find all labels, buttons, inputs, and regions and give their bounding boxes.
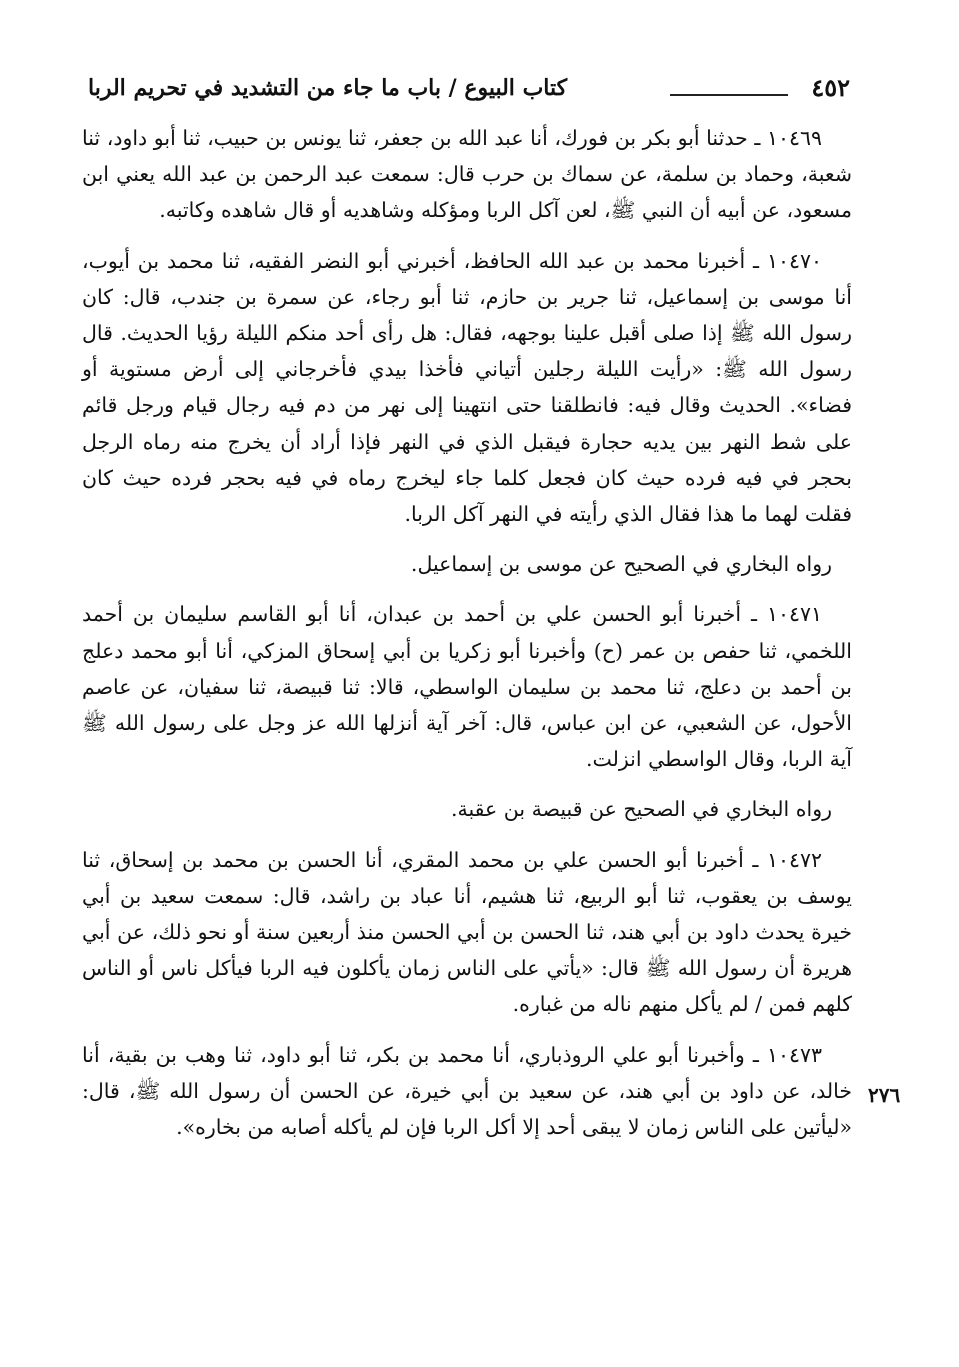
header-title: كتاب البيوع / باب ما جاء من التشديد في تحريم الربا [88, 75, 568, 101]
hadith-10472: ١٠٤٧٢ ـ أخبرنا أبو الحسن علي بن محمد المقري، أنا الحسن بن محمد بن إسحاق، ثنا يوسف بن يعقوب، ثنا أبو الربيع، ثنا هشيم، أنا عباد بن راشد، قال: سمعت سعيد بن أبي خيرة يحدث داود بن أبي هند، ثنا الحسن بن أبي الحسن منذ أربعين سنة أو نحو ذلك، عن أبي هريرة أن رسول الله ﷺ قال: «يأتي على الناس زمان يأكلون فيه الربا فيأكل ناس أو الناس كلهم فمن / لم يأكل منهم ناله من غباره. [82, 847, 852, 1017]
reference-bukhari-musa: رواه البخاري في الصحيح عن موسى بن إسماعيل. [410, 552, 832, 577]
running-header [88, 70, 850, 106]
hadith-10469: ١٠٤٦٩ ـ حدثنا أبو بكر بن فورك، أنا عبد الله بن جعفر، ثنا يونس بن حبيب، ثنا أبو داود، ثنا شعبة، وحماد بن سلمة، عن سماك بن حرب قال: سمعت عبد الرحمن بن عبد الله يعني ابن مسعود، عن أبيه أن النبي ﷺ، لعن آكل الربا ومؤكله وشاهديه أو قال شاهده وكاتبه. [82, 126, 852, 223]
reference-bukhari-qabisa: رواه البخاري في الصحيح عن قبيصة بن عقبة. [450, 797, 832, 822]
hadith-10470: ١٠٤٧٠ ـ أخبرنا محمد بن عبد الله الحافظ، أخبرني أبو النضر الفقيه، ثنا محمد بن أيوب، أنا موسى بن إسماعيل، ثنا جرير بن حازم، ثنا أبو رجاء، عن سمرة بن جندب، قال: كان رسول الله ﷺ إذا صلى أقبل علينا بوجهه، فقال: هل رأى أحد منكم الليلة رؤيا الحديث. قال رسول الله ﷺ: «رأيت الليلة رجلين أتياني فأخذا بيدي فأخرجاني إلى أرض مستوية أو فضاء». الحديث وقال فيه: فانطلقنا حتى انتهينا إلى نهر من دم فيه رجال قيام ورجل قائم على شط النهر بين يديه حجارة فيقبل الذي في النهر فإذا أراد أن يخرج منه رماه الرجل بحجر في فيه فرده حيث كان فجعل كلما جاء ليخرج رماه في فيه بحجر فرده حيث كان فقلت لهما ما هذا فقال الذي رأيته في النهر آكل الربا. [82, 248, 852, 527]
body-text [82, 120, 852, 1159]
margin-page-marker: ٢٧٦ [868, 1083, 901, 1107]
hadith-10473: ١٠٤٧٣ ـ وأخبرنا أبو علي الروذباري، أنا محمد بن بكر، ثنا أبو داود، ثنا وهب بن بقية، أنا خالد، عن داود بن أبي هند، عن سعيد بن أبي خيرة، عن الحسن أن رسول الله ﷺ، قال: «ليأتين على الناس زمان لا يبقى أحد إلا أكل الربا فإن لم يأكله أصابه من بخاره». [82, 1042, 852, 1140]
header-rule [670, 94, 788, 96]
hadith-10471: ١٠٤٧١ ـ أخبرنا أبو الحسن علي بن أحمد بن عبدان، أنا أبو القاسم سليمان بن أحمد اللخمي، ثنا حفص بن عمر (ح) وأخبرنا أبو زكريا بن أبي إسحاق المزكي، أنا أبو محمد دعلج بن أحمد بن دعلج، ثنا محمد بن سليمان الواسطي، قالا: ثنا قبيصة، ثنا سفيان، عن عاصم الأحول، عن الشعبي، عن ابن عباس، قال: آخر آية أنزلها الله عز وجل على رسول الله ﷺ آية الربا، وقال الواسطي انزلت. [82, 602, 852, 772]
page-number: ٤٥٢ [811, 73, 850, 102]
